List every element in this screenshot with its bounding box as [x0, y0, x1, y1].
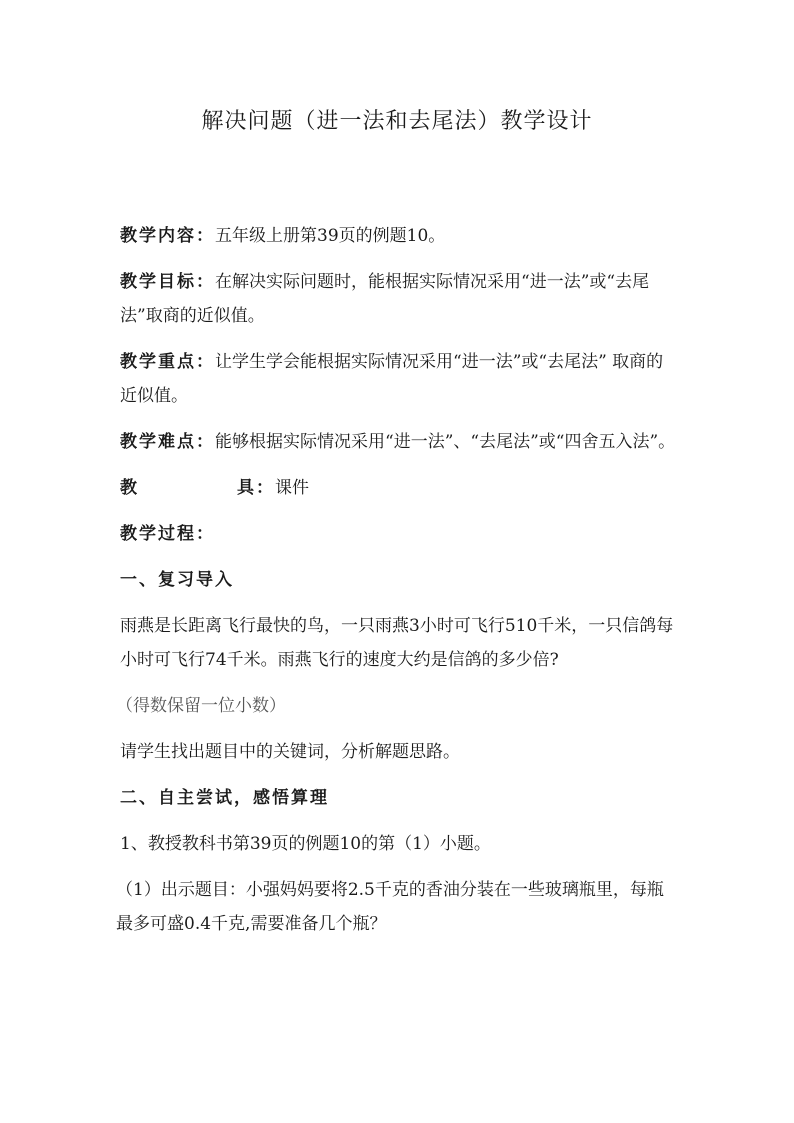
- teaching-content: [120, 219, 680, 253]
- teaching-tools-label-b: 具：: [237, 478, 275, 498]
- teaching-process-label: 教学过程：: [120, 524, 215, 544]
- document-body: [116, 219, 680, 953]
- teaching-tools: [120, 471, 680, 505]
- teaching-tools-text: 课件: [275, 478, 309, 498]
- teaching-goal-label: 教学目标：: [120, 272, 215, 292]
- teaching-difficulty: [120, 425, 680, 459]
- teaching-key-point-text: 让学生学会能根据实际情况采用“进一法”或“去尾法” 取商的近似值。: [120, 352, 664, 406]
- teaching-key-point-label: 教学重点：: [120, 352, 215, 372]
- section1-note: （得数保留一位小数）: [116, 696, 286, 716]
- teaching-goal-text: 在解决实际问题时，能根据实际情况采用“进一法”或“去尾法”取商的近似值。: [120, 272, 650, 326]
- document-title: 解决问题（进一法和去尾法）教学设计: [201, 109, 593, 134]
- section2-item1-sub: （1）出示题目：小强妈妈要将2.5千克的香油分装在一些玻璃瓶里，每瓶最多可盛0.4千克,需要准备几个瓶？: [116, 880, 664, 934]
- teaching-difficulty-text: 能够根据实际情况采用“进一法”、“去尾法”或“四舍五入法”。: [215, 432, 676, 452]
- teaching-content-label: 教学内容：: [120, 226, 215, 246]
- teaching-key-point: [120, 345, 680, 413]
- section2-heading: 二、自主尝试，感悟算理: [120, 788, 329, 808]
- teaching-difficulty-label: 教学难点：: [120, 432, 215, 452]
- section2-item1: 1、教授教科书第39页的例题10的第（1）小题。: [120, 834, 491, 854]
- teaching-tools-label-a: 教: [120, 478, 139, 498]
- section1-problem: 雨燕是长距离飞行最快的鸟，一只雨燕3小时可飞行510千米，一只信鸽每小时可飞行74千米。雨燕飞行的速度大约是信鸽的多少倍?: [120, 616, 674, 670]
- section1-heading: 一、复习导入: [120, 570, 234, 590]
- teaching-content-text: 五年级上册第39页的例题10。: [215, 226, 446, 246]
- teaching-goal: [120, 265, 680, 333]
- section1-instruction: 请学生找出题目中的关键词，分析解题思路。: [120, 742, 460, 762]
